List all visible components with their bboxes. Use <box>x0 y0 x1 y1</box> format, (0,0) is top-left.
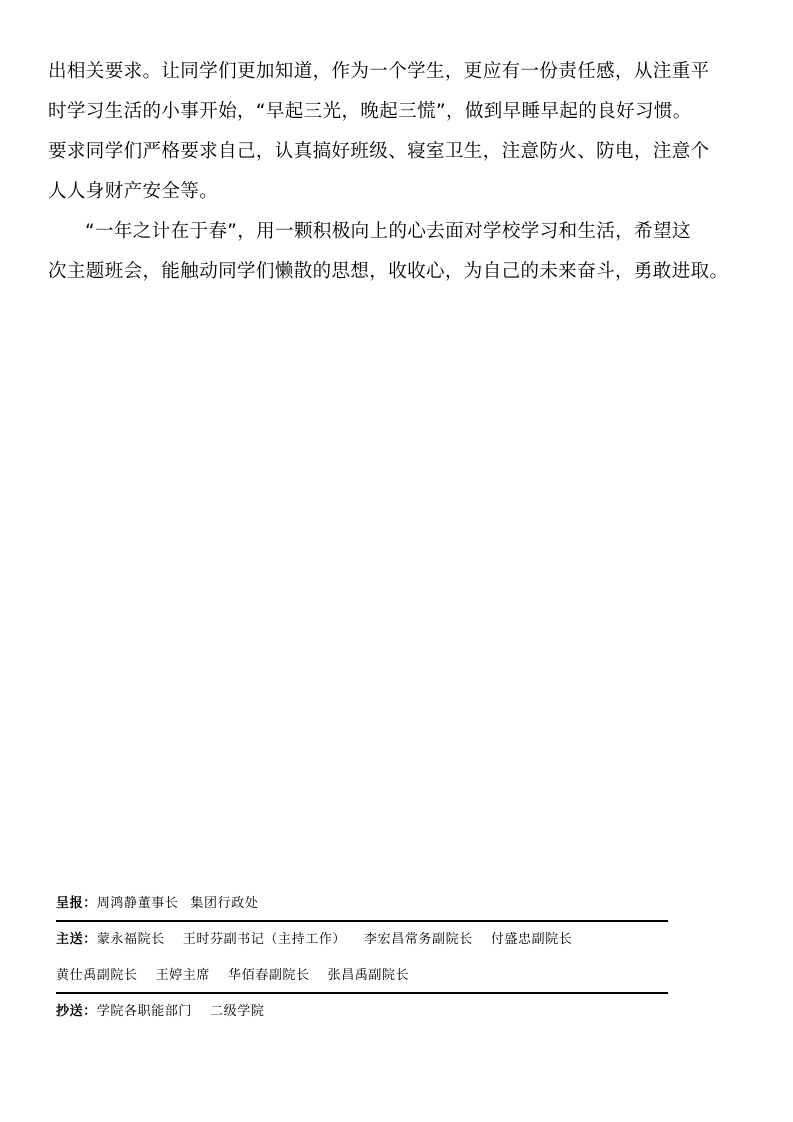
zhusong-item: 华佰春副院长 <box>228 968 310 983</box>
zhusong-item: 黄仕禹副院长 <box>56 968 138 983</box>
chengbao-row <box>56 892 746 916</box>
footer-divider <box>56 992 668 994</box>
chengbao-item: 周鸿静董事长 <box>96 896 179 911</box>
body-line-6: 次主题班会，能触动同学们懒散的思想，收收心，为自己的未来奋斗，勇敢进取。 <box>48 261 729 282</box>
zhusong-item: 李宏昌常务副院长 <box>364 932 473 947</box>
body-line-4: 人人身财产安全等。 <box>48 181 219 202</box>
body-line-1: 出相关要求。让同学们更加知道，作为一个学生，更应有一份责任感，从注重平 <box>48 61 710 82</box>
zhusong-item: 付盛忠副院长 <box>490 932 573 947</box>
zhusong-row-2 <box>56 964 746 988</box>
chaosong-row <box>56 1000 746 1024</box>
body-line-5: “一年之计在于春”，用一颗积极向上的心去面对学校学习和生活，希望这 <box>85 221 691 242</box>
zhusong-row-1 <box>56 928 746 952</box>
chengbao-item: 集团行政处 <box>190 896 259 911</box>
chaosong-item: 学院各职能部门 <box>96 1004 193 1019</box>
chengbao-label: 呈报： <box>56 896 97 911</box>
zhusong-item: 蒙永福院长 <box>96 932 165 947</box>
distribution-footer <box>56 892 746 1024</box>
document-body <box>48 52 748 292</box>
chaosong-label: 抄送： <box>56 1004 97 1019</box>
zhusong-item: 张昌禹副院长 <box>327 968 410 983</box>
body-line-2: 时学习生活的小事开始，“早起三光，晚起三慌”，做到早睡早起的良好习惯。 <box>48 101 692 122</box>
footer-divider <box>56 920 668 922</box>
body-line-3: 要求同学们严格要求自己，认真搞好班级、寝室卫生，注意防火、防电，注意个 <box>48 141 710 162</box>
chaosong-item: 二级学院 <box>210 1004 265 1019</box>
zhusong-label: 主送： <box>56 932 97 947</box>
zhusong-item: 王时芬副书记（主持工作） <box>182 932 347 947</box>
zhusong-item: 王婷主席 <box>155 968 211 983</box>
